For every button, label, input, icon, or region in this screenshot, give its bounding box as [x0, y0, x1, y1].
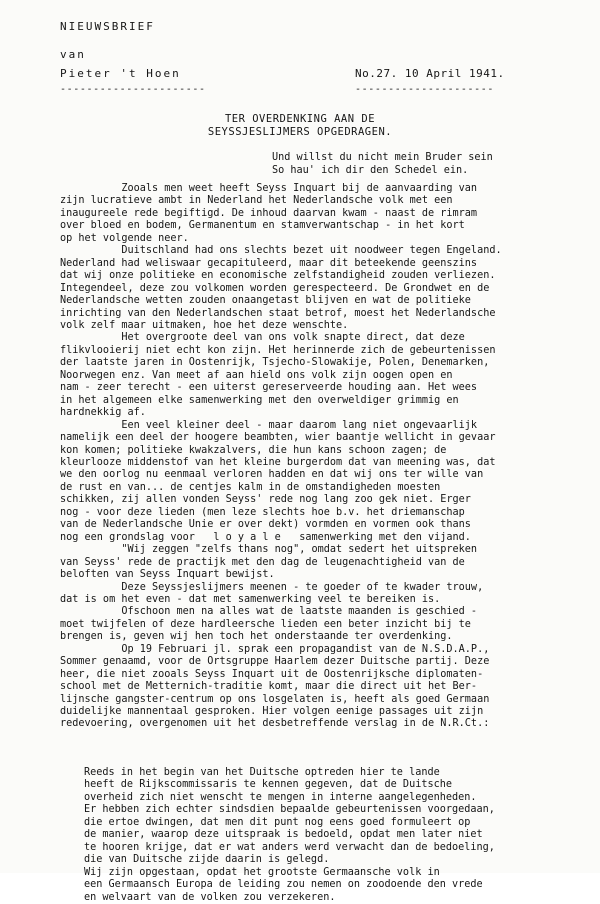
body-line: duidelijke mannentaal gesproken. Hier volgen eenige passages uit zijn	[60, 706, 484, 718]
body-line: inaugureele rede begiftigd. De inhoud daarvan kwam - naast de rimram	[60, 207, 478, 219]
body-line: nog een grondslag voor l o y a l e samenwerking met den vijand.	[60, 531, 471, 543]
body-line: Sommer genaamd, voor de Ortsgruppe Haarlem dezer Duitsche partij. Deze	[60, 656, 490, 668]
body-line: op het volgende neer.	[60, 232, 189, 244]
quote-line: en welvaart van de volken zou verzekeren.	[84, 891, 336, 903]
body-line: van Seyss' rede de practijk met den dag de leugenachtigheid van de	[60, 556, 465, 568]
body-line: zijn lucratieve ambt in Nederland het Nederlandsche volk met een	[60, 195, 453, 207]
body-line: "Wij zeggen "zelfs thans nog", omdat sedert het uitspreken	[60, 544, 478, 556]
body-line: Zooals men weet heeft Seyss Inquart bij de aanvaarding van	[60, 183, 478, 194]
title-line-1: TER OVERDENKING AAN DE	[224, 113, 376, 125]
body-line: brengen is, geven wij hen toch het onderstaande ter overdenking.	[60, 631, 453, 643]
issue-date: No.27. 10 April 1941.	[355, 67, 505, 80]
body-line: hardnekkig af.	[60, 407, 146, 419]
body-line: van de Nederlandsche Unie er over dekt) vormden en vormen ook thans	[60, 519, 471, 531]
body-line: moet twijfelen of deze hardleersche lieden een beter inzicht bij te	[60, 618, 471, 630]
body-line: heer, die niet zooals Seyss Inquart uit de Oostenrijksche diplomaten-	[60, 668, 484, 680]
body-line: namelijk een deel der hoogere beambten, wier baantje wellicht in gevaar	[60, 432, 496, 444]
body-line: school met de Metternich-traditie komt, maar die direct uit het Ber-	[60, 681, 478, 693]
quote-line: Er hebben zich echter sindsdien bepaalde gebeurtenissen voorgedaan,	[84, 804, 495, 816]
title-line-2: SEYSSJESLIJMERS OPGEDRAGEN.	[207, 126, 393, 138]
body-line: de rust en van... de centjes kalm in de omstandigheden moesten	[60, 481, 441, 493]
newsletter-name: NIEUWSBRIEF	[60, 20, 155, 33]
body-line: beloften van Seyss Inquart bewijst.	[60, 569, 275, 581]
body-line: kleurlooze middenstof van het kleine burgerdom dat van meening was, dat	[60, 456, 496, 468]
quote-line: die van Duitsche zijde daarin is gelegd.	[84, 854, 330, 866]
body-line: schikken, zij allen vonden Seyss' rede nog lang zoo gek niet. Erger	[60, 494, 471, 506]
quote-line: die ertoe dwingen, dat men dit punt nog eens goed formuleert op	[84, 816, 471, 828]
article-body	[60, 183, 580, 731]
quoted-speech	[84, 767, 584, 904]
body-line: Integendeel, deze zou volkomen worden gerespecteerd. De Grondwet en de	[60, 282, 490, 294]
body-line: inrichting van den Nederlandschen staat betrof, moest het Nederlandsche	[60, 307, 496, 319]
body-line: kon komen; politieke kwakzalvers, die hun kans schoon zagen; de	[60, 444, 447, 456]
body-line: lijnsche gangster-centrum op ons losgelaten is, heeft als goed Germaan	[60, 693, 490, 705]
body-line: Een veel kleiner deel - maar daarom lang niet ongevaarlijk	[60, 419, 478, 431]
body-line: we den oorlog nu eenmaal verloren hadden en dat wij ons ter wille van	[60, 469, 484, 481]
body-line: nog - voor deze lieden (men leze slechts hoe b.v. het driemanschap	[60, 506, 465, 518]
body-line: over bloed en bodem, Germanentum en stamverwantschap - in het kort	[60, 220, 465, 232]
body-line: nam - zeer terecht - een uiterst gereserveerde houding aan. Het wees	[60, 382, 478, 394]
quote-line: de manier, waarop deze uitspraak is bedoeld, opdat men later niet	[84, 829, 483, 841]
body-line: Noorwegen enz. Van meet af aan hield ons volk zijn oogen open en	[60, 369, 453, 381]
motto-line-1: Und willst du nicht mein Bruder sein	[272, 152, 493, 163]
body-line: flikvlooierij niet echt kon zijn. Het herinnerde zich de gebeurtenissen	[60, 344, 496, 356]
quote-line: Wij zijn opgestaan, opdat het grootste Germaansche volk in	[84, 866, 440, 878]
body-line: Deze Seyssjeslijmers meenen - te goeder of te kwader trouw,	[60, 581, 484, 593]
body-line: redevoering, overgenomen uit het desbetreffende verslag in de N.R.Ct.:	[60, 718, 490, 730]
author-underline: ----------------------	[60, 84, 206, 95]
author-name: Pieter 't Hoen	[60, 67, 181, 80]
body-line: Duitschland had ons slechts bezet uit noodweer tegen Engeland.	[60, 245, 502, 257]
quote-line: een Germaansch Europa de leiding zou nemen on zoodoende den vrede	[84, 879, 483, 891]
body-line: Nederlandsche wetten zouden onaangetast blijven en wat de politieke	[60, 295, 471, 307]
van-label: van	[60, 48, 86, 61]
body-line: Ofschoon men na alles wat de laatste maanden is geschied -	[60, 606, 478, 618]
quote-line: te hooren krijge, dat er wat anders werd verwacht dan de bedoeling,	[84, 841, 495, 853]
motto-line-2: So hau' ich dir den Schedel ein.	[272, 165, 469, 176]
body-line: volk zelf maar uitmaken, hoe het deze wenschte.	[60, 319, 349, 331]
body-line: dat is om het even - dat met samenwerking veel te bereiken is.	[60, 593, 441, 605]
quote-line: heeft de Rijkscommissaris te kennen gegeven, dat de Duitsche	[84, 779, 453, 791]
body-line: in het algemeen elke samenwerking met den overweldiger grimmig en	[60, 394, 459, 406]
body-line: Op 19 Februari jl. sprak een propagandist van de N.S.D.A.P.,	[60, 643, 490, 655]
body-line: Nederland had weliswaar gecapituleerd, maar dit beteekende geenszins	[60, 257, 478, 269]
body-line: der laatste jaren in Oostenrijk, Tsjecho-Slowakije, Polen, Denemarken,	[60, 357, 490, 369]
issue-underline: ---------------------	[355, 84, 495, 95]
body-line: dat wij onze politieke en economische zelfstandigheid zouden verliezen.	[60, 270, 496, 282]
quote-line: Reeds in het begin van het Duitsche optreden hier te lande	[84, 767, 440, 778]
body-line: Het overgroote deel van ons volk snapte direct, dat deze	[60, 332, 465, 344]
quote-line: overheid zich niet wenscht te mengen in interne aangelegenheden.	[84, 791, 477, 803]
